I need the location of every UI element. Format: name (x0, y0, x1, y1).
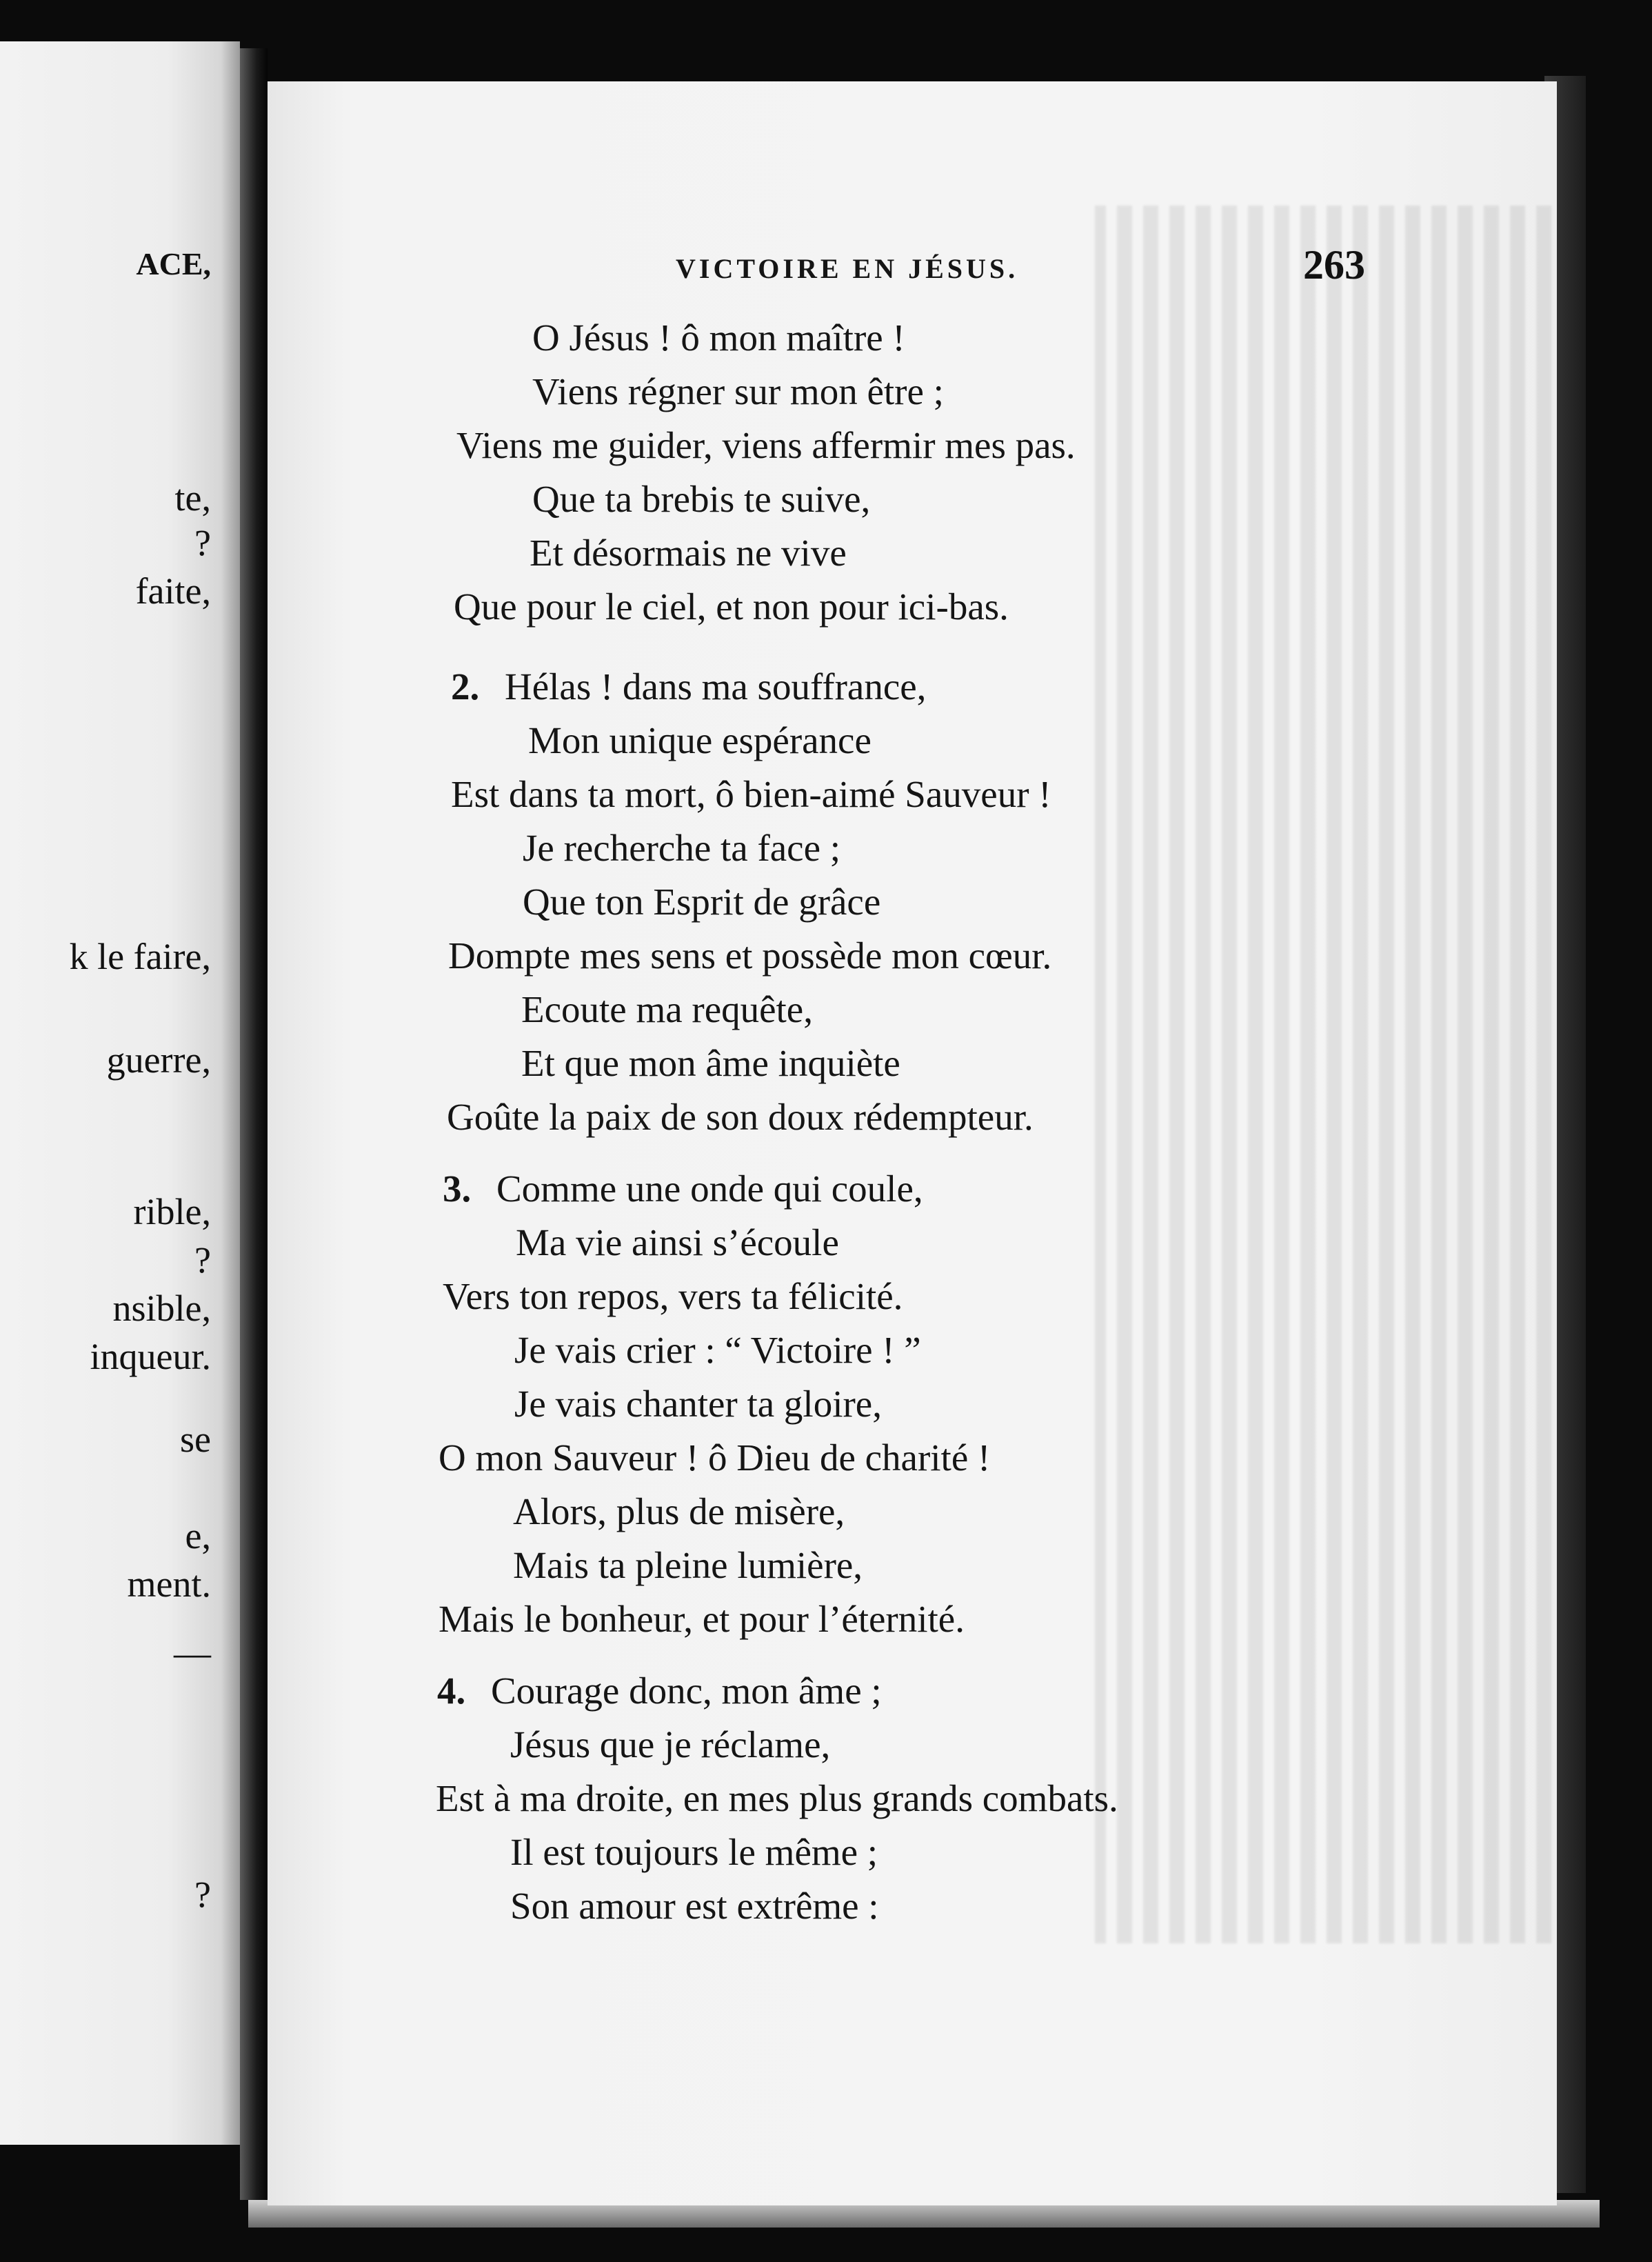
verse-line: Jésus que je réclame, (510, 1723, 831, 1765)
left-line-fragment: guerre, (106, 1039, 211, 1081)
verse-line: O Jésus ! ô mon maître ! (532, 317, 905, 359)
verse-line: Ma vie ainsi s’écoule (516, 1221, 839, 1263)
verse-line: Est à ma droite, en mes plus grands combats. (436, 1777, 1118, 1819)
left-line-fragment: — (174, 1632, 211, 1674)
stanza-number (437, 1672, 882, 1710)
left-line-fragment: te, (174, 477, 211, 519)
verse-line: O mon Sauveur ! ô Dieu de charité ! (439, 1437, 991, 1479)
verse-line: Est dans ta mort, ô bien-aimé Sauveur ! (451, 773, 1051, 815)
verse-line: Je vais chanter ta gloire, (514, 1383, 882, 1425)
left-page-fragment (0, 41, 240, 2145)
left-line-fragment: ment. (127, 1563, 211, 1605)
page-number: 263 (1303, 242, 1365, 288)
left-line-fragment: rible, (133, 1191, 211, 1232)
verse-line: Il est toujours le même ; (510, 1831, 878, 1873)
verse-line: Je recherche ta face ; (523, 827, 841, 869)
verse-line: Viens me guider, viens affermir mes pas. (456, 424, 1076, 466)
left-line-fragment: ? (194, 1239, 211, 1281)
stanza-number (451, 665, 927, 708)
left-line-fragment: faite, (135, 570, 211, 612)
verse-line: Et désormais ne vive (530, 532, 847, 574)
verse-line: Je vais crier : “ Victoire ! ” (514, 1329, 921, 1371)
verse-line: Courage donc, mon âme ; (491, 1670, 882, 1712)
left-line-fragment: nsible, (112, 1288, 211, 1329)
left-line-fragment: se (180, 1419, 211, 1460)
verse-line: Dompte mes sens et possède mon cœur. (448, 934, 1052, 977)
verse-line: Vers ton repos, vers ta félicité. (443, 1275, 903, 1317)
verse-line: Viens régner sur mon être ; (532, 370, 944, 412)
verse-line: Et que mon âme inquiète (521, 1042, 900, 1084)
verse-line: Que pour le ciel, et non pour ici-bas. (454, 585, 1009, 628)
verse-line: Mais le bonheur, et pour l’éternité. (439, 1598, 965, 1640)
left-line-fragment: ? (194, 1874, 211, 1915)
left-line-fragment: inqueur. (90, 1336, 211, 1377)
left-line-fragment: ACE, (136, 246, 211, 281)
stanza-number (443, 1170, 923, 1208)
show-through-text (1095, 206, 1557, 2068)
verse-line: Goûte la paix de son doux rédempteur. (447, 1096, 1034, 1138)
verse-line: Mais ta pleine lumière, (513, 1544, 863, 1586)
left-line-fragment: e, (185, 1515, 211, 1557)
stanza-number-label: 2. (451, 665, 480, 708)
verse-line: Que ta brebis te suive, (532, 478, 871, 520)
verse-line: Alors, plus de misère, (513, 1490, 845, 1532)
verse-line: Que ton Esprit de grâce (523, 881, 881, 923)
verse-line: Son amour est extrême : (510, 1885, 879, 1927)
book-gutter (240, 48, 268, 2200)
verse-line: Ecoute ma requête, (521, 988, 813, 1030)
running-head: VICTOIRE EN JÉSUS. (676, 253, 1019, 284)
verse-line: Hélas ! dans ma souffrance, (505, 665, 927, 708)
stanza-number-label: 3. (443, 1168, 472, 1210)
stanza-number-label: 4. (437, 1670, 466, 1712)
left-line-fragment: ? (194, 522, 211, 563)
left-line-fragment: k le faire, (69, 936, 211, 977)
verse-line: Mon unique espérance (528, 719, 872, 761)
verse-line: Comme une onde qui coule, (496, 1168, 923, 1210)
